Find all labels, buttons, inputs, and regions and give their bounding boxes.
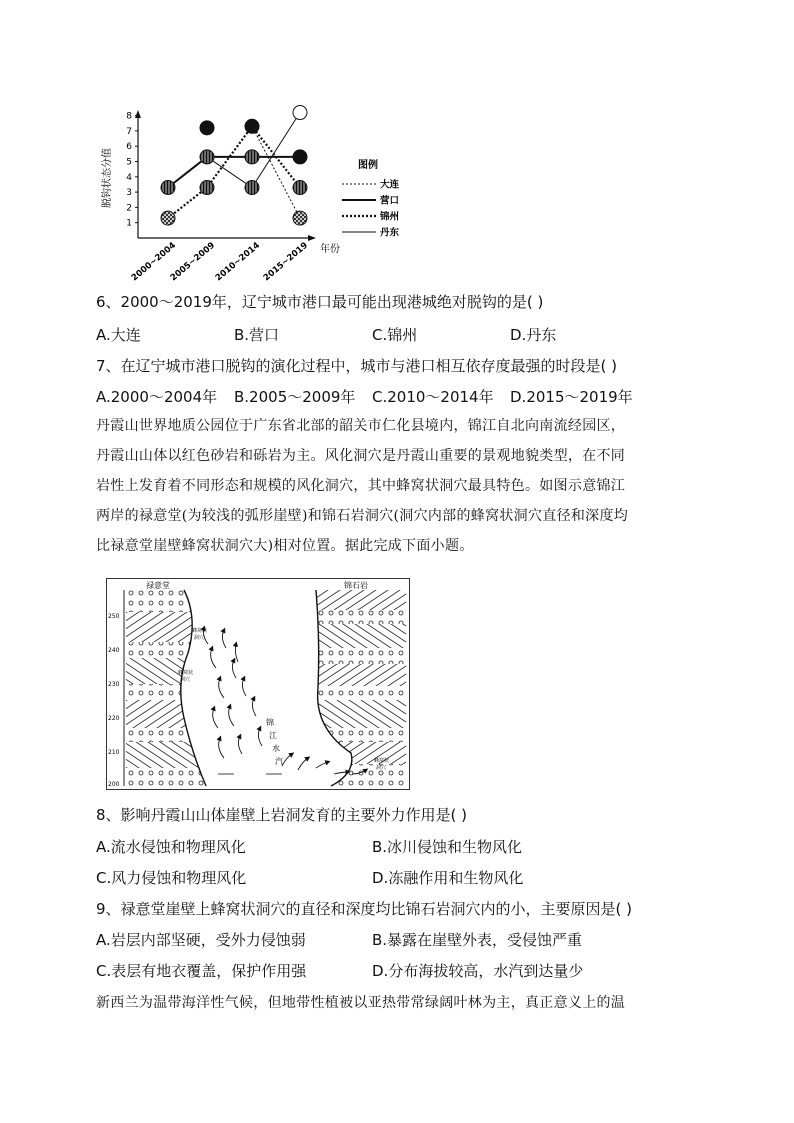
data-point-marker — [200, 150, 214, 164]
elevation-label: 200 — [108, 781, 120, 788]
svg-text:洞穴: 洞穴 — [376, 765, 387, 771]
data-point-marker — [200, 181, 214, 195]
q9-option-a[interactable]: A.岩层内部坚硬，受外力侵蚀弱 — [96, 931, 306, 949]
question-7: 7、在辽宁城市港口脱钩的演化过程中，城市与港口相互依存度最强的时段是( ) — [96, 357, 618, 375]
q7-option-c[interactable]: C.2010～2014年 — [372, 388, 494, 406]
elevation-label: 250 — [108, 613, 120, 620]
passage-line: 比禄意堂崖壁蜂窝状洞穴大)相对位置。据此完成下面小题。 — [96, 538, 474, 554]
q7-option-a[interactable]: A.2000～2004年 — [96, 388, 218, 406]
question-6: 6、2000～2019年，辽宁城市港口最可能出现港城绝对脱钩的是( ) — [96, 293, 544, 311]
passage-new-zealand — [96, 988, 676, 1018]
data-point-marker — [293, 150, 307, 164]
passage-danxia — [96, 411, 676, 561]
q8-option-b[interactable]: B.冰川侵蚀和生物风化 — [372, 838, 523, 856]
q6-option-b[interactable]: B.营口 — [234, 326, 280, 344]
svg-text:洞穴: 洞穴 — [180, 677, 191, 683]
elevation-label: 220 — [108, 715, 120, 722]
x-tick-label: 2015~2019 — [261, 240, 310, 284]
y-tick-label: 5 — [126, 157, 132, 168]
y-tick-label: 1 — [126, 218, 132, 229]
data-point-marker — [161, 211, 175, 225]
q8-option-d[interactable]: D.冻融作用和生物风化 — [372, 869, 524, 887]
legend-label: 大连 — [380, 179, 400, 191]
svg-text:蜂窝状: 蜂窝状 — [192, 628, 208, 634]
data-point-marker — [245, 150, 259, 164]
q7-option-d[interactable]: D.2015～2019年 — [510, 388, 633, 406]
series-line-丹东 — [168, 113, 300, 188]
passage-line: 两岸的禄意堂(为较浅的弧形崖壁)和锦石岩洞穴(洞穴内部的蜂窝状洞穴直径和深度均 — [96, 508, 629, 524]
elevation-label: 230 — [108, 681, 120, 688]
y-tick-label: 4 — [126, 172, 132, 183]
q6-option-d[interactable]: D.丹东 — [510, 326, 557, 344]
q8-option-a[interactable]: A.流水侵蚀和物理风化 — [96, 838, 246, 856]
left-cliff-title: 禄意堂 — [146, 581, 170, 590]
river-vapour-label-4: 汽 — [275, 757, 283, 766]
cliff-cross-section-figure — [106, 578, 410, 790]
legend-label: 锦州 — [380, 211, 400, 223]
y-tick-label: 6 — [126, 142, 132, 153]
elevation-label: 210 — [108, 749, 120, 756]
river-vapour-label-2: 江 — [269, 731, 277, 740]
y-tick-label: 3 — [126, 188, 132, 199]
passage-line: 岩性上发育着不同形态和规模的风化洞穴，其中蜂窝状洞穴最具特色。如图示意锦江 — [96, 478, 626, 494]
right-cliff-title: 锦石岩 — [344, 581, 368, 590]
svg-text:蜂窝状: 蜂窝状 — [374, 758, 390, 764]
passage-line: 丹霞山山体以红色砂岩和砾岩为主。风化洞穴是丹霞山重要的景观地貌类型，在不同 — [96, 448, 626, 464]
elevation-label: 240 — [108, 647, 120, 654]
data-point-marker — [245, 181, 259, 195]
q6-option-a[interactable]: A.大连 — [96, 326, 141, 344]
decoupling-chart — [100, 100, 420, 290]
x-axis-label: 年份 — [320, 244, 340, 255]
passage-line: 新西兰为温带海洋性气候，但地带性植被以亚热带常绿阔叶林为主，真正意义上的温 — [96, 995, 626, 1011]
river-vapour-label-1: 锦 — [266, 718, 274, 727]
q7-option-b[interactable]: B.2005～2009年 — [234, 388, 356, 406]
y-tick-label: 7 — [126, 126, 132, 137]
y-tick-label: 2 — [126, 203, 132, 214]
question-8: 8、影响丹霞山山体崖壁上岩洞发育的主要外力作用是( ) — [96, 806, 468, 824]
y-axis-label: 脱钩状态分值 — [102, 148, 113, 208]
q9-option-b[interactable]: B.暴露在崖壁外表，受侵蚀严重 — [372, 931, 583, 949]
q8-option-c[interactable]: C.风力侵蚀和物理风化 — [96, 869, 247, 887]
q6-option-c[interactable]: C.锦州 — [372, 326, 418, 344]
legend-title: 图例 — [358, 160, 378, 171]
x-tick-label: 2010~2014 — [213, 240, 262, 284]
x-tick-label: 2000~2004 — [129, 240, 178, 284]
y-tick-label: 8 — [126, 111, 132, 122]
q9-option-d[interactable]: D.分布海拔较高，水汽到达量少 — [372, 962, 584, 980]
passage-line: 丹霞山世界地质公园位于广东省北部的韶关市仁化县境内，锦江自北向南流经园区， — [96, 418, 626, 434]
svg-text:蜂窝状: 蜂窝状 — [178, 670, 194, 676]
river-vapour-label-3: 水 — [272, 744, 280, 753]
data-point-marker — [245, 119, 259, 133]
data-point-marker — [161, 181, 175, 195]
data-point-marker — [293, 211, 307, 225]
legend-label: 丹东 — [380, 227, 400, 239]
q9-option-c[interactable]: C.表层有地衣覆盖，保护作用强 — [96, 962, 307, 980]
data-point-marker — [200, 121, 214, 135]
legend-label: 营口 — [380, 195, 400, 207]
x-tick-label: 2005~2009 — [168, 240, 217, 284]
data-point-marker — [293, 181, 307, 195]
question-9: 9、禄意堂崖壁上蜂窝状洞穴的直径和深度均比锦石岩洞穴内的小，主要原因是( ) — [96, 900, 633, 918]
svg-text:洞穴: 洞穴 — [194, 635, 205, 641]
data-point-marker — [293, 106, 307, 120]
